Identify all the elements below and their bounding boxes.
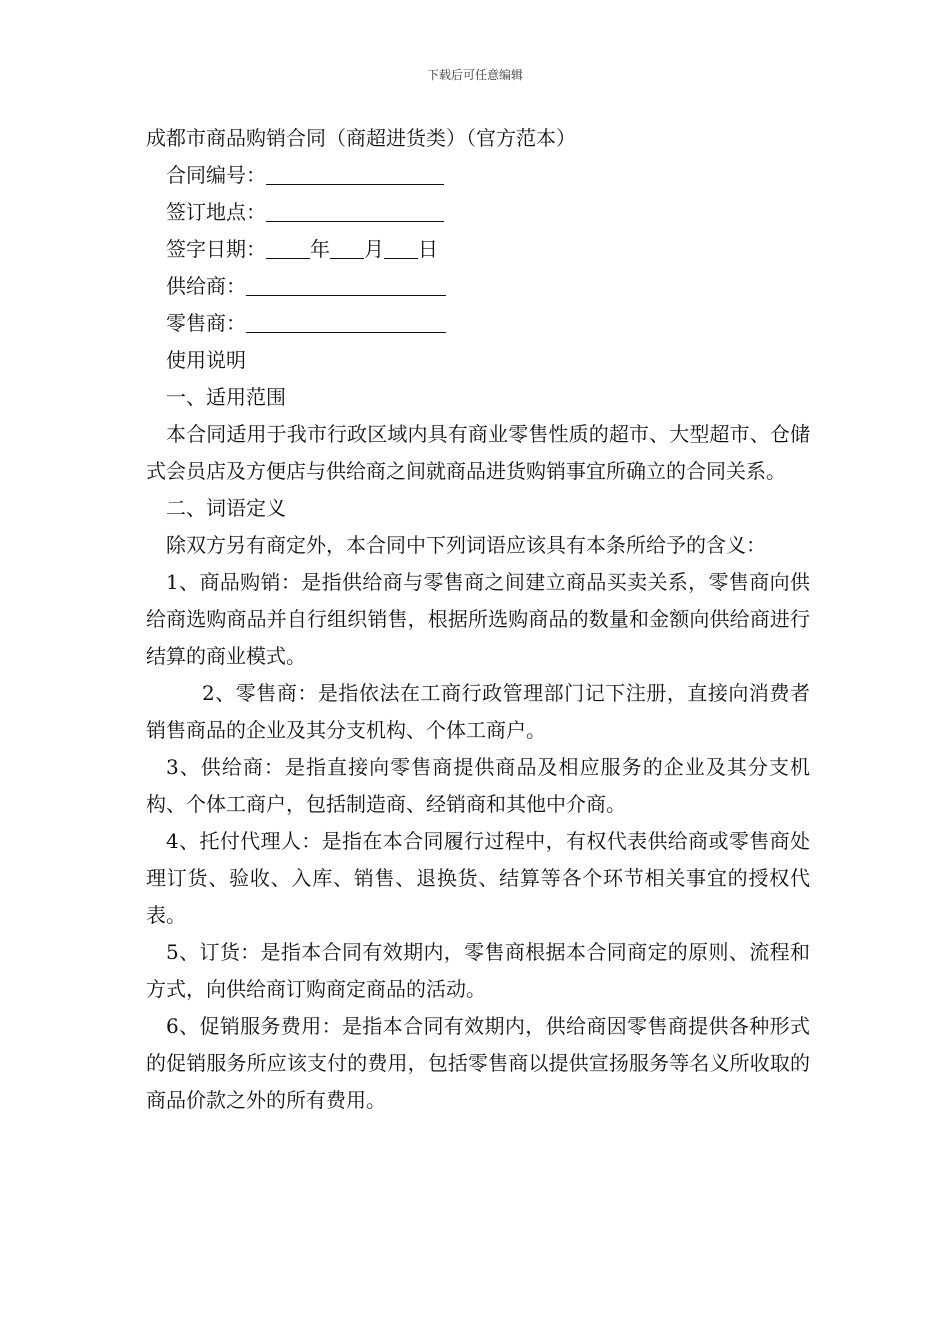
header-note: 下载后可任意编辑 — [426, 68, 523, 82]
contract-number-blank — [266, 162, 444, 185]
retailer-blank — [246, 310, 446, 333]
document-title: 成都市商品购销合同（商超进货类）（官方范本） — [146, 126, 576, 150]
day-label: 日 — [418, 237, 438, 261]
month-label: 月 — [364, 237, 384, 261]
year-label: 年 — [310, 237, 330, 261]
sign-place-blank — [266, 199, 444, 222]
contract-number-label: 合同编号： — [166, 163, 266, 187]
day-blank — [384, 236, 418, 259]
supplier-field — [146, 268, 810, 305]
sign-date-label: 签字日期： — [166, 237, 266, 261]
contract-number-field — [146, 157, 810, 194]
scope-paragraph: 本合同适用于我市行政区域内具有商业零售性质的超市、大型超市、仓储式会员店及方便店与供给商之间就商品进货购销事宜所确立的合同关系。 — [146, 422, 810, 483]
supplier-label: 供给商： — [166, 274, 246, 298]
sign-date-field — [146, 231, 810, 268]
retailer-field — [146, 305, 810, 342]
definition-3: 3、供给商：是指直接向零售商提供商品及相应服务的企业及其分支机构、个体工商户，包括制造商、经销商和其他中介商。 — [146, 755, 810, 816]
definition-1: 1、商品购销：是指供给商与零售商之间建立商品买卖关系，零售商向供给商选购商品并自行组织销售，根据所选购商品的数量和金额向供给商进行结算的商业模式。 — [146, 570, 810, 668]
document-body — [146, 120, 810, 1119]
definition-2: 2、零售商：是指依法在工商行政管理部门记下注册，直接向消费者销售商品的企业及其分支机构、个体工商户。 — [146, 681, 810, 742]
definition-5: 5、订货：是指本合同有效期内，零售商根据本合同商定的原则、流程和方式，向供给商订购商定商品的活动。 — [146, 940, 810, 1001]
retailer-label: 零售商： — [166, 311, 246, 335]
terms-intro-paragraph: 除双方另有商定外，本合同中下列词语应该具有本条所给予的含义： — [166, 533, 766, 557]
month-blank — [330, 236, 364, 259]
sign-place-field — [146, 194, 810, 231]
definition-6: 6、促销服务费用：是指本合同有效期内，供给商因零售商提供各种形式的促销服务所应该支付的费用，包括零售商以提供宣扬服务等名义所收取的商品价款之外的所有费用。 — [146, 1014, 810, 1112]
supplier-blank — [246, 273, 446, 296]
scope-heading: 一、适用范围 — [166, 385, 286, 409]
definition-4: 4、托付代理人：是指在本合同履行过程中，有权代表供给商或零售商处理订货、验收、入库、销售、退换货、结算等各个环节相关事宜的授权代表。 — [146, 829, 810, 927]
sign-place-label: 签订地点： — [166, 200, 266, 224]
year-blank — [266, 236, 310, 259]
usage-heading: 使用说明 — [166, 348, 246, 372]
terms-heading: 二、词语定义 — [166, 496, 286, 520]
